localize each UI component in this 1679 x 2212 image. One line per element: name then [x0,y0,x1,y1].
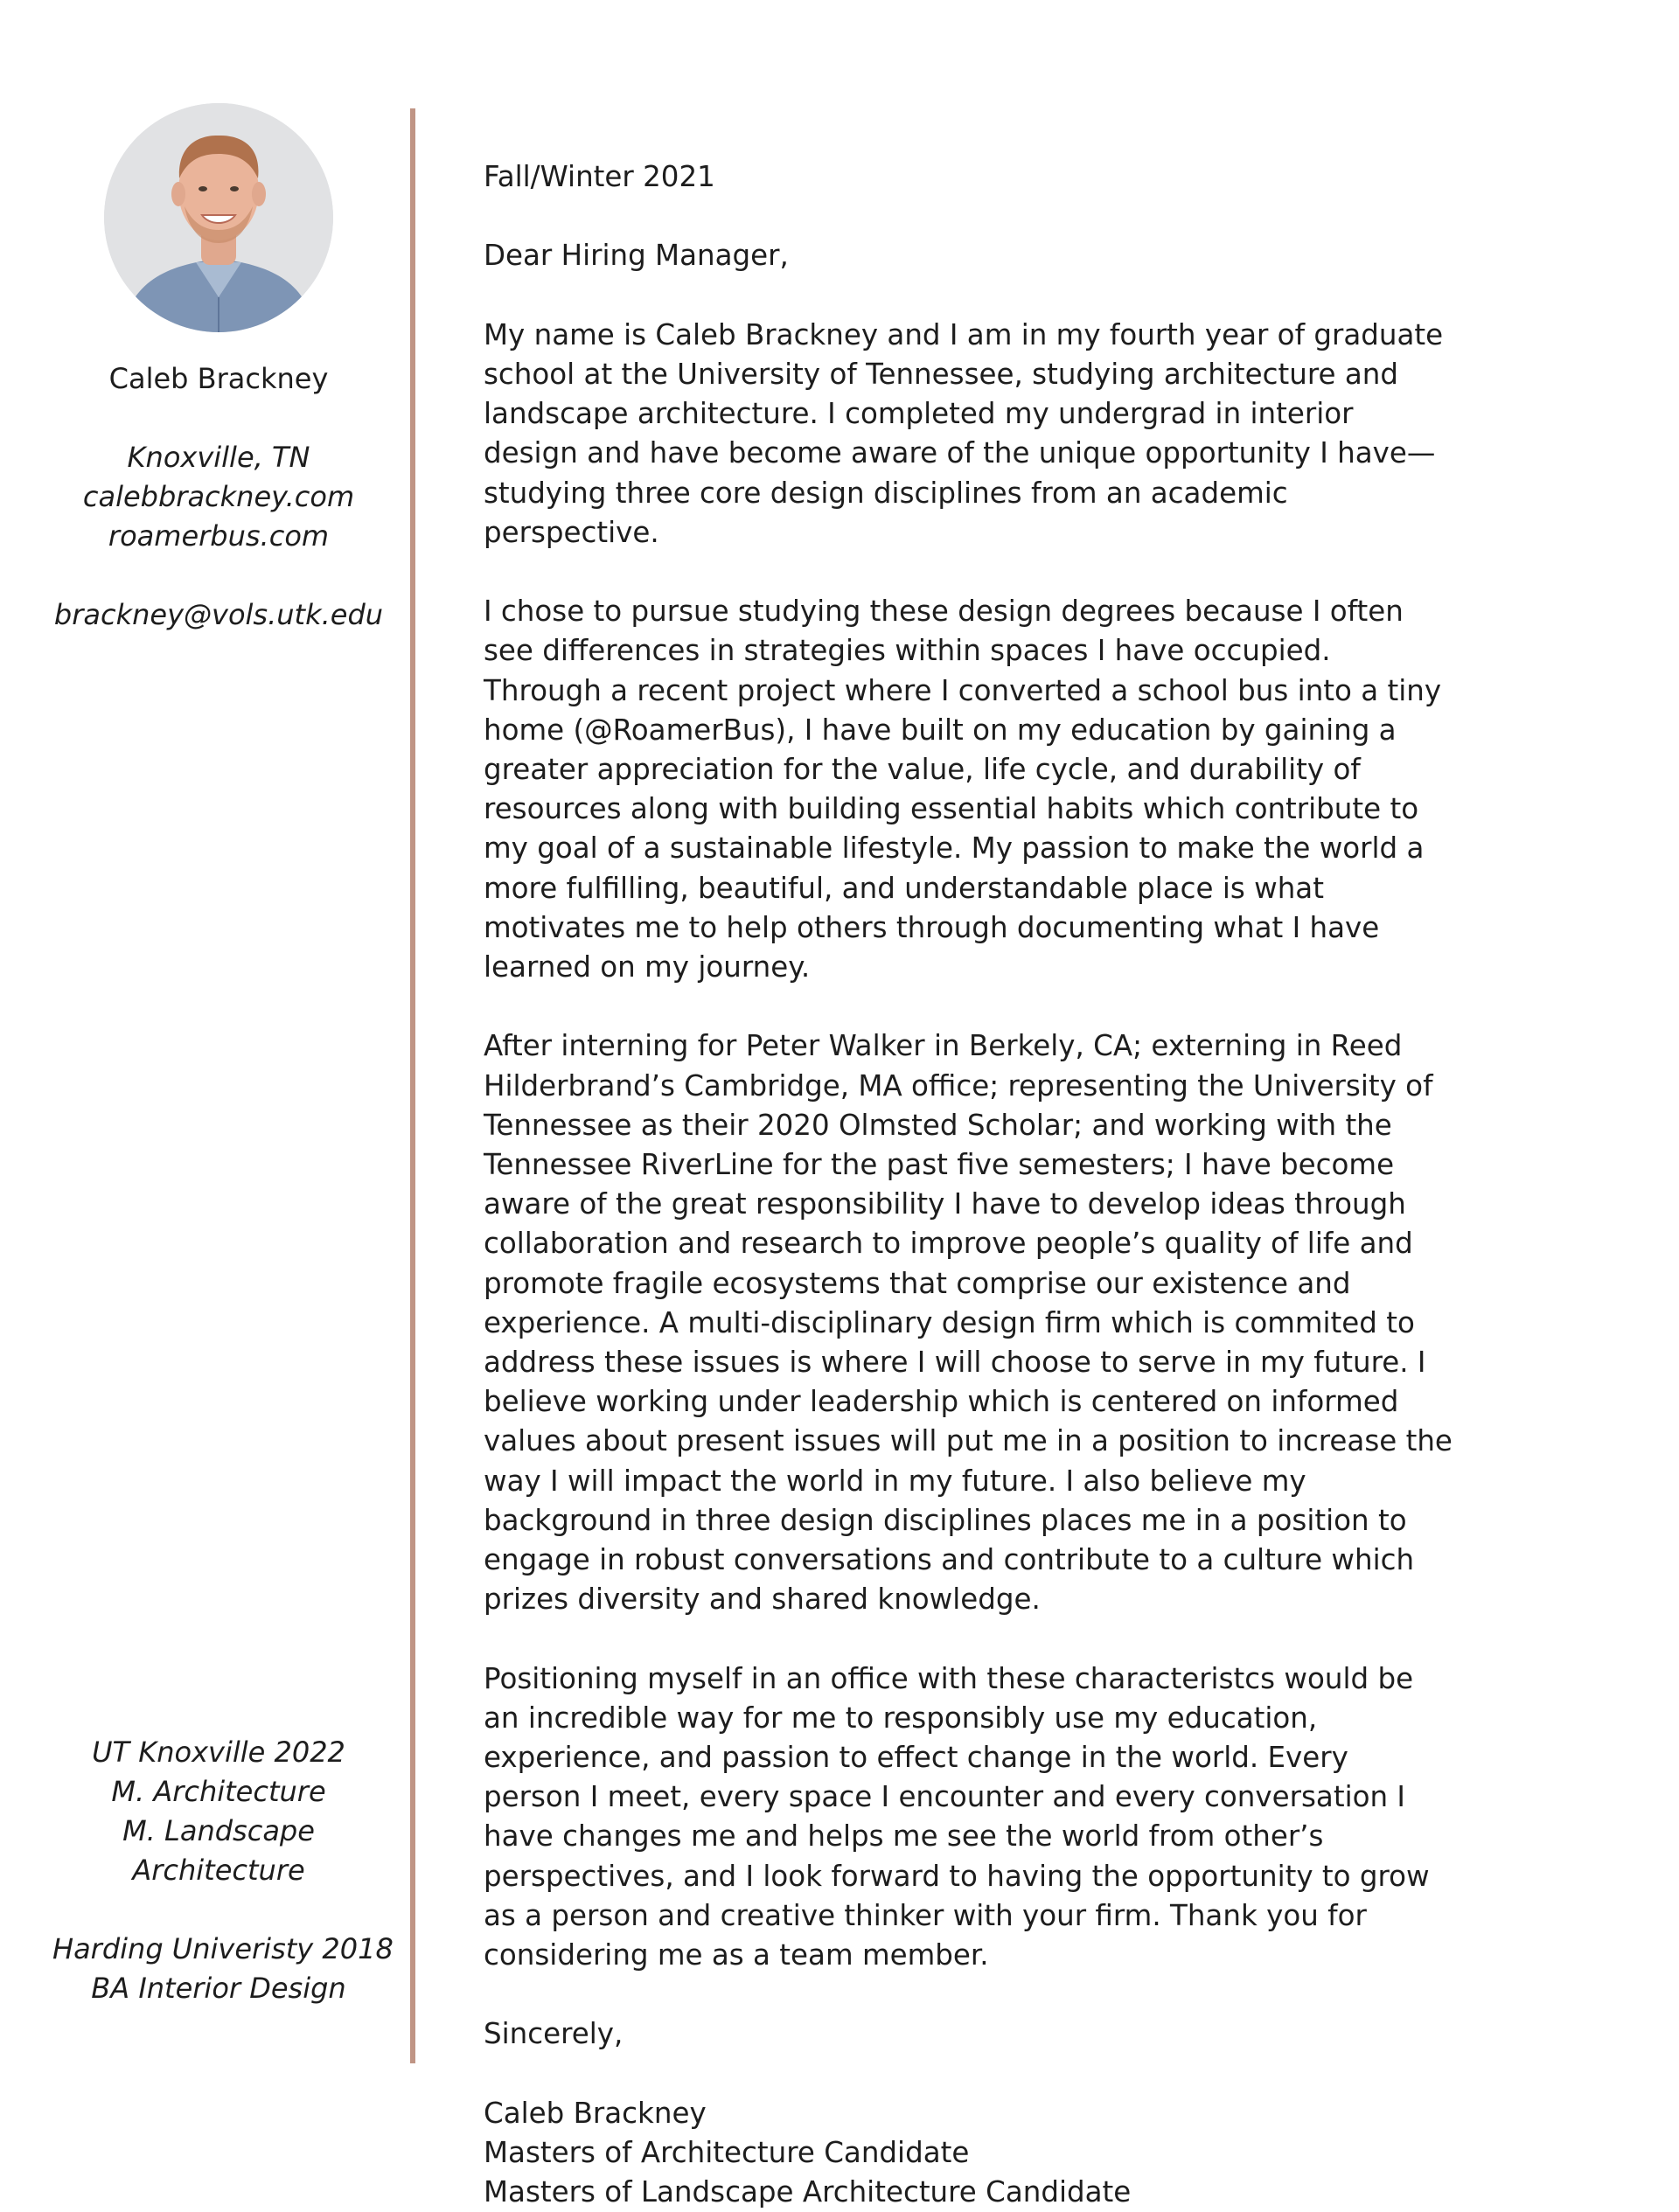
letter-date: Fall/Winter 2021 [484,160,715,193]
contact-info [52,438,385,635]
portrait-photo [104,103,333,332]
signature-title: Masters of Architecture Candidate [484,2136,970,2170]
email-link[interactable]: brackney@vols.utk.edu [53,598,384,631]
vertical-divider [410,108,415,2063]
education-line: M. Landscape [122,1814,315,1847]
letter-closing: Sincerely, [484,2017,624,2051]
education-line: M. Architecture [111,1775,326,1808]
letter-salutation: Dear Hiring Manager, [484,239,789,273]
education-line: UT Knoxville 2022 [92,1736,345,1769]
letter-paragraph: After interning for Peter Walker in Berkely, CA; externing in Reed Hilderbrand’s Cambridge, MA office; representing the University of Tennessee as their 2020 Olmsted Scholar; and working with the Tennessee RiverLine for the past five semesters; I have become aware of the great responsibility I have to develop ideas through collaboration and research to improve people’s quality of life and promote fragile ecosystems that comprise our existence and experience. A multi-disciplinary design firm which is commited to address these issues is where I will choose to serve in my future. I believe working under leadership which is centered on informed values about present issues will put me in a position to increase the way I will impact the world in my future. I also believe my background in three design disciplines places me in a position to engage in robust conversations and contribute to a culture which prizes diversity and shared knowledge. [484,1029,1453,1617]
education-line: BA Interior Design [91,1972,346,2005]
website-link[interactable]: calebbrackney.com [82,480,355,513]
signature-block [484,2094,1454,2212]
signature-title: Masters of Landscape Architecture Candidate [484,2175,1132,2209]
avatar [104,103,333,332]
letter-paragraph: My name is Caleb Brackney and I am in my fourth year of graduate school at the University of Tennessee, studying architecture and landscape architecture. I completed my undergrad in interior design and have become aware of the unique opportunity I have— studying three core design disciplines from an academic perspective. [484,317,1444,549]
education-line: Architecture [132,1854,305,1887]
location: Knoxville, TN [127,441,310,474]
education-list [52,1733,394,2008]
cover-letter [484,157,1454,2212]
letter-paragraph: Positioning myself in an office with these characteristcs would be an incredible way for me to responsibly use my education, experience, and passion to effect change in the world. Every person I meet, every space I encounter and every conversation I have changes me and helps me see the world from other’s perspectives, and I look forward to having the opportunity to grow as a person and creative thinker with your firm. Thank you for considering me as a team member. [484,1661,1430,1972]
education-line: Harding Univeristy 2018 [52,1932,394,1965]
sidebar-name: Caleb Brackney [108,362,329,395]
signature-name: Caleb Brackney [484,2096,707,2130]
sidebar [52,103,394,2062]
website2-link[interactable]: roamerbus.com [108,519,330,553]
letter-paragraph: I chose to pursue studying these design degrees because I often see differences in strategies within spaces I have occupied. Through a recent project where I converted a school bus into a tiny home (@RoamerBus), I have built on my education by gaining a greater appreciation for the value, life cycle, and durability of resources along with building essential habits which contribute to my goal of a sustainable lifestyle. My passion to make the world a more fulfilling, beautiful, and understandable place is what motivates me to help others through documenting what I have learned on my journey. [484,595,1442,984]
